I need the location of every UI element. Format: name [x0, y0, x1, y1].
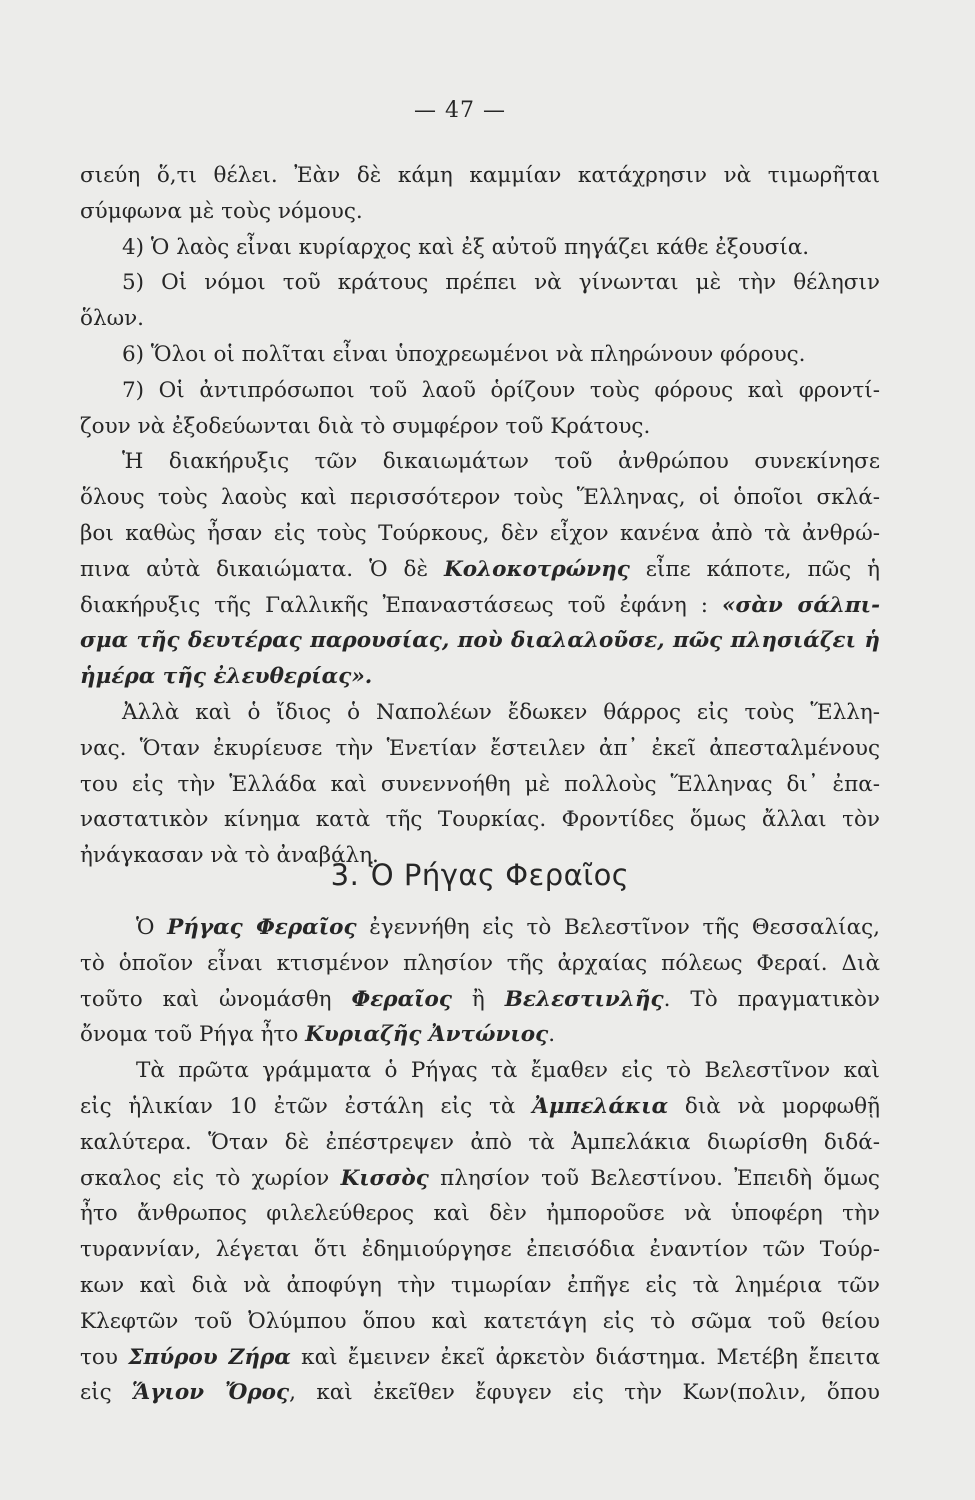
text-line: νας. Ὅταν ἐκυρίευσε τὴν Ἑνετίαν ἔστειλεν ἀπ᾽ ἐκεῖ ἀπεσταλμένους	[80, 735, 880, 761]
text-line: ὅλων.	[80, 306, 145, 332]
text-span: . Τὸ πραγματικὸν	[663, 986, 880, 1012]
text-line: 5) Οἱ νόμοι τοῦ κράτους πρέπει νὰ γίνωνται μὲ τὴν θέλησιν	[122, 270, 880, 296]
text-line: βοι καθὼς ἦσαν εἰς τοὺς Τούρκους, δὲν εἶχον κανένα ἀπὸ τὰ ἀνθρώ-	[80, 520, 880, 546]
text-span: .	[548, 1022, 556, 1048]
page-number: — 47 —	[414, 98, 506, 123]
name-feraios: Φεραῖος	[351, 986, 452, 1012]
text-block-bottom	[80, 910, 880, 1411]
text-span: εἰς	[80, 1380, 132, 1406]
text-line	[80, 1161, 880, 1197]
text-block-top	[80, 158, 880, 874]
text-line	[80, 588, 880, 624]
text-line: σιεύη ὅ,τι θέλει. Ἐὰν δὲ κάμη καμμίαν κατάχρησιν νὰ τιμωρῆται	[80, 163, 880, 188]
text-line: σύμφωνα μὲ τοὺς νόμους.	[80, 198, 363, 224]
text-line: ὅλους τοὺς λαοὺς καὶ περισσότερον τοὺς Ἕλληνας, οἱ ὁποῖοι σκλά-	[80, 485, 880, 511]
quote-line: σμα τῆς δευτέρας παρουσίας, ποὺ διαλαλοῦσε, πῶς πλησιάζει ἡ	[80, 628, 880, 654]
text-span: εἰς ἡλικίαν 10 ἐτῶν ἐστάλη εἰς τὰ	[80, 1093, 533, 1119]
text-line	[80, 982, 880, 1018]
text-line	[80, 1375, 880, 1411]
text-span: ἢ	[451, 986, 505, 1012]
text-span: τοῦτο καὶ ὠνομάσθη	[80, 986, 352, 1012]
text-line	[80, 1340, 880, 1376]
text-line: 7) Οἱ ἀντιπρόσωποι τοῦ λαοῦ ὁρίζουν τοὺς φόρους καὶ φροντί-	[122, 377, 880, 403]
name-kyriazis-antonios: Κυριαζῆς Ἀντώνιος	[305, 1022, 549, 1048]
text-span: καὶ ἔμεινεν ἐκεῖ ἀρκετὸν διάστημα. Μετέβη ἔπειτα	[290, 1344, 880, 1370]
text-line	[80, 1017, 880, 1053]
text-span: διὰ νὰ μορφωθῇ	[668, 1093, 880, 1119]
text-span: πλησίον τοῦ Βελεστίνου. Ἐπειδὴ ὅμως	[428, 1165, 880, 1191]
place-kissos: Κισσὸς	[340, 1165, 429, 1191]
text-span: ἐγεννήθη εἰς τὸ Βελεστῖνον τῆς Θεσσαλίας,	[356, 915, 880, 940]
text-span: διακήρυξις τῆς Γαλλικῆς Ἐπαναστάσεως τοῦ ἐφάνη :	[80, 592, 723, 618]
name-spyros-ziras: Σπύρου Ζήρα	[128, 1344, 291, 1370]
quote-text: «σὰν σάλπι-	[722, 592, 880, 618]
text-span: , καὶ ἐκεῖθεν ἔφυγεν εἰς τὴν Κων(πολιν, ὅπου	[289, 1380, 880, 1406]
text-line: Ἡ διακήρυξις τῶν δικαιωμάτων τοῦ ἀνθρώπου συνεκίνησε	[122, 449, 880, 475]
text-line: κων καὶ διὰ νὰ ἀποφύγη τὴν τιμωρίαν ἐπῆγε εἰς τὰ λημέρια τῶν	[80, 1272, 880, 1298]
text-line: ἠνάγκασαν νὰ τὸ ἀναβάλη.	[80, 843, 379, 869]
text-line: τυραννίαν, λέγεται ὅτι ἐδημιούργησε ἐπεισόδια ἐναντίον τῶν Τούρ-	[80, 1237, 880, 1263]
text-line: ἦτο ἄνθρωπος φιλελεύθερος καὶ δὲν ἠμποροῦσε νὰ ὑποφέρη τὴν	[80, 1201, 880, 1227]
text-line: Ἀλλὰ καὶ ὁ ἴδιος ὁ Ναπολέων ἔδωκεν θάρρος εἰς τοὺς Ἕλλη-	[122, 699, 880, 725]
text-line	[80, 1089, 880, 1125]
text-line	[80, 910, 880, 946]
text-span: πινα αὐτὰ δικαιώματα. Ὁ δὲ	[80, 556, 445, 582]
text-line: Κλεφτῶν τοῦ Ὀλύμπου ὅπου καὶ κατετάγη εἰς τὸ σῶμα τοῦ θείου	[80, 1308, 880, 1334]
place-agion-oros: Ἅγιον Ὄρος	[131, 1380, 290, 1406]
text-line: καλύτερα. Ὅταν δὲ ἐπέστρεψεν ἀπὸ τὰ Ἀμπελάκια διωρίσθη διδά-	[80, 1129, 880, 1155]
text-span: του	[80, 1344, 129, 1370]
text-span: ὄνομα τοῦ Ρήγα ἦτο	[80, 1022, 306, 1048]
text-line: ναστατικὸν κίνημα κατὰ τῆς Τουρκίας. Φροντίδες ὅμως ἄλλαι τὸν	[80, 807, 880, 833]
text-line: 6) Ὅλοι οἱ πολῖται εἶναι ὑποχρεωμένοι νὰ πληρώνουν φόρους.	[122, 341, 806, 367]
name-rigas-feraios: Ρήγας Φεραῖος	[167, 915, 357, 940]
place-ampelakia: Ἀμπελάκια	[532, 1093, 669, 1119]
text-span: Ὁ	[136, 915, 168, 940]
text-line: Τὰ πρῶτα γράμματα ὁ Ρήγας τὰ ἔμαθεν εἰς τὸ Βελεστῖνον καὶ	[136, 1058, 880, 1084]
section-heading: 3. Ὁ Ρήγας Φεραῖος	[330, 858, 630, 892]
text-line	[80, 552, 880, 588]
text-line: ζουν νὰ ἐξοδεύωνται διὰ τὸ συμφέρον τοῦ Κράτους.	[80, 413, 651, 439]
text-line: τὸ ὁποῖον εἶναι κτισμένον πλησίον τῆς ἀρχαίας πόλεως Φεραί. Διὰ	[80, 950, 880, 976]
name-velestinlis: Βελεστινλῆς	[504, 986, 664, 1012]
text-line: του εἰς τὴν Ἑλλάδα καὶ συνεννοήθη μὲ πολλοὺς Ἕλληνας δι᾽ ἐπα-	[80, 771, 880, 797]
text-span: εἶπε κάποτε, πῶς ἡ	[629, 556, 880, 582]
name-kolokotronis: Κολοκοτρώνης	[444, 556, 630, 582]
text-line: 4) Ὁ λαὸς εἶναι κυρίαρχος καὶ ἐξ αὐτοῦ πηγάζει κάθε ἐξουσία.	[122, 234, 810, 260]
quote-line: ἡμέρα τῆς ἐλευθερίας».	[80, 664, 373, 690]
text-span: σκαλος εἰς τὸ χωρίον	[80, 1165, 341, 1191]
